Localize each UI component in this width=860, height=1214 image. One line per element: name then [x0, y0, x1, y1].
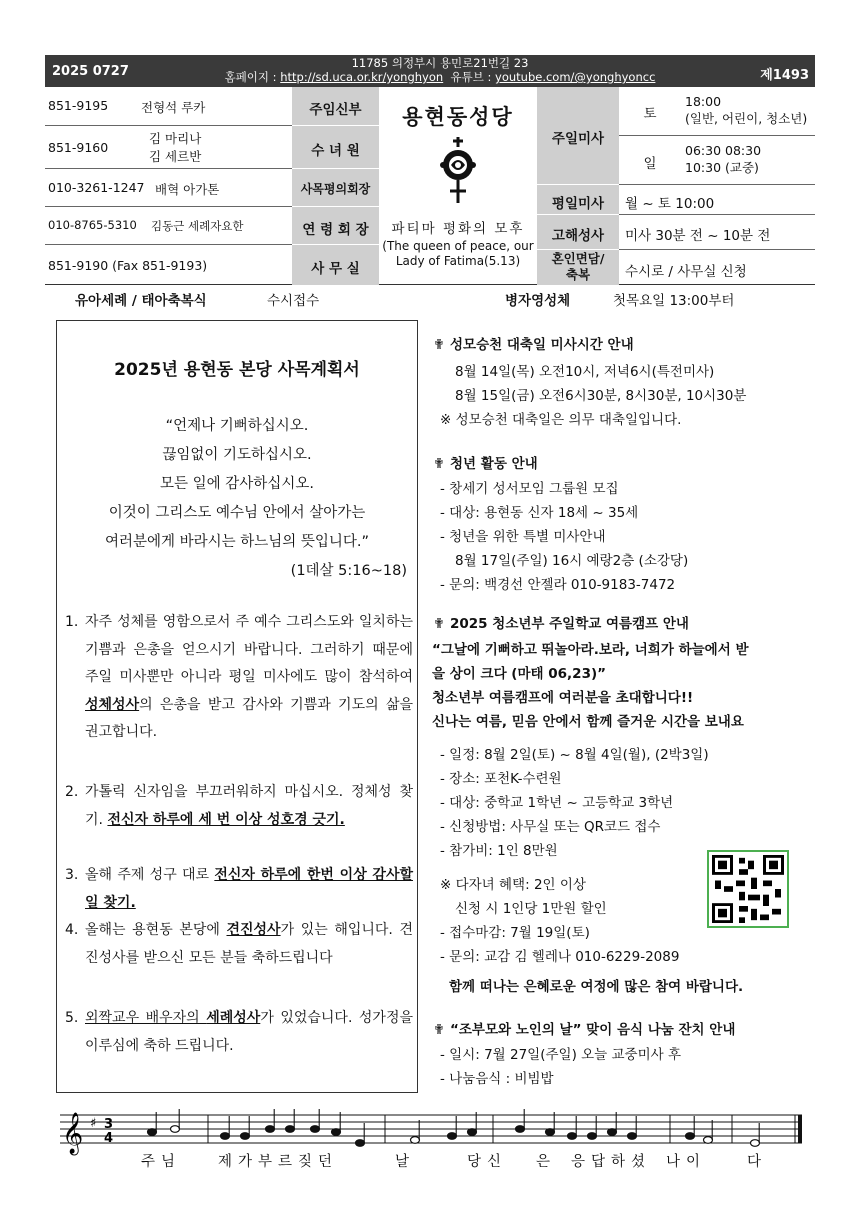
note-head [546, 1129, 555, 1136]
pastoral-plan-box [56, 320, 418, 1093]
notice-line: - 문의: 교감 김 헬레나 010-6229-2089 [440, 949, 680, 965]
note-head [704, 1137, 713, 1144]
camp-intro-line: 신나는 여름, 믿음 안에서 함께 즐거운 시간을 보내요 [432, 714, 744, 730]
notice-line: - 청년을 위한 특별 미사안내 [440, 529, 606, 545]
plan-item-text: 가 있었습니다. 성가정을 이루심에 축하 드립니다. [85, 1010, 414, 1054]
note-head [468, 1129, 477, 1136]
plan-item-text: 가톨릭 신자임을 부끄러워하지 마십시오. 정체성 찾기. [85, 784, 413, 828]
note-head [148, 1129, 157, 1136]
plan-item [65, 609, 413, 747]
note-head [516, 1126, 525, 1133]
note-head [411, 1137, 420, 1144]
notice-title-text: 2025 청소년부 주일학교 여름캠프 안내 [450, 616, 689, 632]
plan-item-emphasis: 성체성사 [85, 696, 140, 713]
notice-line: 8월 17일(주일) 16시 예랑2층 (소강당) [455, 553, 689, 569]
roles-column [292, 87, 379, 285]
notice-line: - 창세기 성서모임 그룹원 모집 [440, 481, 619, 497]
wedding-label [537, 250, 619, 285]
notice-line: - 일시: 7월 27일(주일) 오늘 교중미사 후 [440, 1047, 682, 1063]
baptism-label: 유아세례 / 태아축복식 [75, 293, 207, 309]
music-staff [60, 1105, 805, 1185]
notice-line: ※ 다자녀 혜택: 2인 이상 [440, 877, 586, 893]
notice-line: ※ 성모승천 대축일은 의무 대축일입니다. [440, 412, 682, 428]
issue-number: 제1493 [760, 68, 809, 83]
lyric-syllable: 당신 [467, 1154, 508, 1170]
elder-day-notice-title [432, 1018, 735, 1038]
sick-communion-value: 첫목요일 13:00부터 [613, 293, 735, 309]
confession-label: 고해성사 [537, 215, 619, 250]
issue-date: 2025 0727 [52, 64, 129, 79]
contact-phone: 851-9190 (Fax 851-9193) [48, 258, 208, 273]
youth-notice-title [432, 452, 538, 472]
church-identity [379, 87, 537, 285]
notice-line: - 장소: 포천K-수련원 [440, 771, 562, 787]
saturday-audience: (일반, 어린이, 청소년) [685, 111, 808, 126]
contact-person: 김동근 세례자요한 [151, 219, 244, 233]
contact-phone: 010-3261-1247 [48, 180, 145, 195]
church-subtitle: 파티마 평화의 모후 [391, 221, 525, 237]
cross-icon: ✟ [433, 1022, 445, 1038]
plan-item [65, 779, 413, 834]
plan-item-text: 올해는 용현동 본당에 [85, 922, 227, 938]
saturday-times [681, 87, 815, 136]
camp-intro-line: 을 상이 크다 (마태 06,23)” [432, 666, 607, 682]
church-name: 용현동성당 [402, 105, 514, 129]
sunday-times [681, 136, 815, 185]
notice-line: - 일정: 8월 2일(토) ~ 8월 4일(월), (2박3일) [440, 747, 709, 763]
camp-notice-title [432, 612, 689, 632]
cross-icon: ✟ [433, 337, 445, 353]
lyric-syllable: 나이 [666, 1154, 707, 1170]
note-head [628, 1133, 637, 1140]
sunday-main-time: 10:30 (교중) [685, 160, 759, 175]
plan-title: 2025년 용현동 본당 사목계획서 [114, 360, 360, 380]
time-signature-bottom: 4 [104, 1131, 114, 1146]
time-signature-top: 3 [104, 1117, 114, 1132]
note-head [221, 1133, 230, 1140]
lyric-syllable: 제가부르짖던 [218, 1154, 339, 1170]
contact-person-2: 김 세르반 [149, 149, 202, 164]
role-label: 주임신부 [292, 87, 379, 126]
notice-title-text: 성모승천 대축일 미사시간 안내 [450, 337, 634, 353]
plan-quote-line: “언제나 기뻐하십시오. [165, 418, 309, 434]
role-label: 수 녀 원 [292, 126, 379, 169]
plan-item-number: 4. [65, 922, 79, 938]
plan-item-text: 올해 주제 성구 대로 [85, 867, 215, 883]
notice-line: - 나눔음식 : 비빔밥 [440, 1071, 554, 1087]
note-head [356, 1140, 365, 1147]
header-table [45, 87, 815, 285]
church-address-block [205, 56, 675, 84]
notice-line: 8월 15일(금) 오전6시30분, 8시30분, 10시30분 [455, 388, 747, 404]
plan-item-emphasis: 견진성사 [226, 922, 281, 938]
cross-icon: ✟ [433, 616, 445, 632]
notice-line: - 참가비: 1인 8만원 [440, 843, 558, 859]
notice-line: - 신청방법: 사무실 또는 QR코드 접수 [440, 819, 661, 835]
contact-phone: 851-9160 [48, 140, 109, 155]
sick-communion-label: 병자영성체 [505, 293, 571, 309]
contact-row [45, 169, 293, 207]
camp-intro-line: “그날에 기뻐하고 뛰놀아라.보라, 너희가 하늘에서 받 [432, 642, 749, 658]
role-label: 연 령 회 장 [292, 207, 379, 245]
homepage-label: 홈페이지 : [224, 70, 281, 84]
lyric-syllable: 다 [747, 1154, 768, 1170]
contact-row [45, 126, 293, 169]
contact-row [45, 87, 293, 126]
contact-phone: 851-9195 [48, 98, 109, 113]
note-head [286, 1126, 295, 1133]
sacrament-strip [45, 285, 815, 310]
plan-item-number: 3. [65, 867, 79, 883]
weekday-mass-value: 월 ~ 토 10:00 [619, 185, 815, 215]
plan-item-text: 의 은총을 받고 감사와 기쁨과 기도의 삶을 권고합니다. [85, 696, 413, 740]
plan-item-emphasis: 전신자 하루에 한번 이상 감사할 일 찾기. [85, 867, 413, 911]
top-bar [45, 55, 815, 87]
note-head [588, 1133, 597, 1140]
plan-quote-line: 이것이 그리스도 예수님 안에서 살아가는 [108, 505, 366, 521]
note-head [332, 1129, 341, 1136]
sunday-label: 일 [619, 136, 681, 185]
sunday-mass-label: 주일미사 [537, 87, 619, 185]
weekday-mass-label: 평일미사 [537, 185, 619, 215]
note-head [568, 1133, 577, 1140]
note-head [686, 1133, 695, 1140]
notice-title-text: 청년 활동 안내 [450, 456, 538, 472]
plan-item [65, 1005, 413, 1060]
notice-title-text: “조부모와 노인의 날” 맞이 음식 나눔 잔치 안내 [450, 1022, 736, 1038]
plan-quote-line: 모든 일에 감사하십시오. [160, 476, 314, 492]
plan-quote-line: 끊임없이 기도하십시오. [162, 447, 312, 463]
note-head [311, 1126, 320, 1133]
notice-line: - 문의: 백경선 안젤라 010-9183-7472 [440, 577, 676, 593]
lyric-syllable: 주님 [141, 1154, 182, 1170]
notice-line: 8월 14일(목) 오전10시, 저녁6시(특전미사) [455, 364, 715, 380]
role-label: 사목평의회장 [292, 169, 379, 207]
plan-item-number: 2. [65, 784, 79, 800]
youtube-label: 유튜브 : [450, 70, 496, 84]
contact-person: 김 마리나 [149, 131, 202, 146]
qr-code-icon[interactable] [707, 850, 789, 928]
camp-intro-line: 청소년부 여름캠프에 여러분을 초대합니다!! [432, 690, 694, 706]
church-subtitle-en: (The queen of peace, our Lady of Fatima(5.13) [382, 239, 534, 268]
lyric-syllable: 은 [536, 1154, 557, 1170]
homepage-link[interactable]: http://sd.uca.or.kr/yonghyon [280, 70, 444, 84]
plan-item-number: 1. [65, 614, 79, 630]
baptism-value: 수시접수 [267, 293, 320, 309]
saturday-label: 토 [619, 87, 681, 136]
wedding-value: 수시로 / 사무실 신청 [625, 264, 747, 280]
plan-item-number: 5. [65, 1010, 79, 1026]
plan-item-text: 가 있는 해입니다. 견진성사를 받으신 모든 분들 축하드립니다 [85, 922, 413, 966]
note-head [241, 1133, 250, 1140]
role-label: 사 무 실 [311, 261, 360, 277]
plan-item [65, 862, 413, 917]
youtube-link[interactable]: youtube.com/@yonghyoncc [495, 70, 656, 84]
sunday-early-times: 06:30 08:30 [685, 143, 762, 158]
treble-clef-icon: 𝄞 [62, 1113, 84, 1154]
plan-item-text: 자주 성체를 영함으로서 주 예수 그리스도와 일치하는 기쁨과 은총을 얻으시기 바랍니다. 그러하기 때문에 주일 미사뿐만 아니라 평일 미사에도 많이 참석하여 [85, 614, 413, 685]
note-head [448, 1133, 457, 1140]
plan-item-emphasis: 세례성사 [206, 1010, 261, 1026]
church-emblem-icon [437, 135, 479, 207]
assumption-notice-title [432, 333, 634, 353]
wedding-label-line: 축복 [565, 267, 591, 282]
wedding-label-line: 혼인면담/ [551, 251, 605, 266]
notice-line: - 대상: 중학교 1학년 ~ 고등학교 3학년 [440, 795, 674, 811]
lyric-syllable: 날 [395, 1154, 416, 1170]
cross-icon: ✟ [433, 456, 445, 472]
contact-row [45, 207, 293, 245]
note-head [266, 1126, 275, 1133]
plan-quote-reference: (1데살 5:16~18) [290, 563, 407, 579]
notice-line: - 접수마감: 7월 19일(토) [440, 925, 590, 941]
camp-closing: 함께 떠나는 은혜로운 여정에 많은 참여 바랍니다. [449, 979, 744, 995]
saturday-time: 18:00 [685, 94, 722, 109]
contact-person: 전형석 루카 [141, 100, 206, 115]
sharp-icon: ♯ [90, 1116, 97, 1131]
lyric-syllable: 응답하셨 [571, 1154, 652, 1170]
note-head [751, 1140, 760, 1147]
plan-item [65, 917, 413, 972]
plan-item-emphasis: 전신자 하루에 세 번 이상 성호경 긋기. [107, 811, 345, 828]
notice-line: - 대상: 용현동 신자 18세 ~ 35세 [440, 505, 639, 521]
contact-row [45, 245, 293, 285]
contact-phone: 010-8765-5310 [48, 218, 137, 232]
notice-line: 신청 시 1인당 1만원 할인 [455, 901, 607, 917]
plan-item-text: 외짝교우 배우자의 [85, 1010, 207, 1026]
address: 11785 의정부시 용민로21번길 23 [351, 56, 529, 70]
confession-value: 미사 30분 전 ~ 10분 전 [619, 215, 815, 250]
plan-quote-line: 여러분에게 바라시는 하느님의 뜻입니다.” [104, 534, 370, 550]
note-head [171, 1126, 180, 1133]
contact-person: 배혁 아가톤 [155, 182, 220, 197]
note-head [608, 1129, 617, 1136]
